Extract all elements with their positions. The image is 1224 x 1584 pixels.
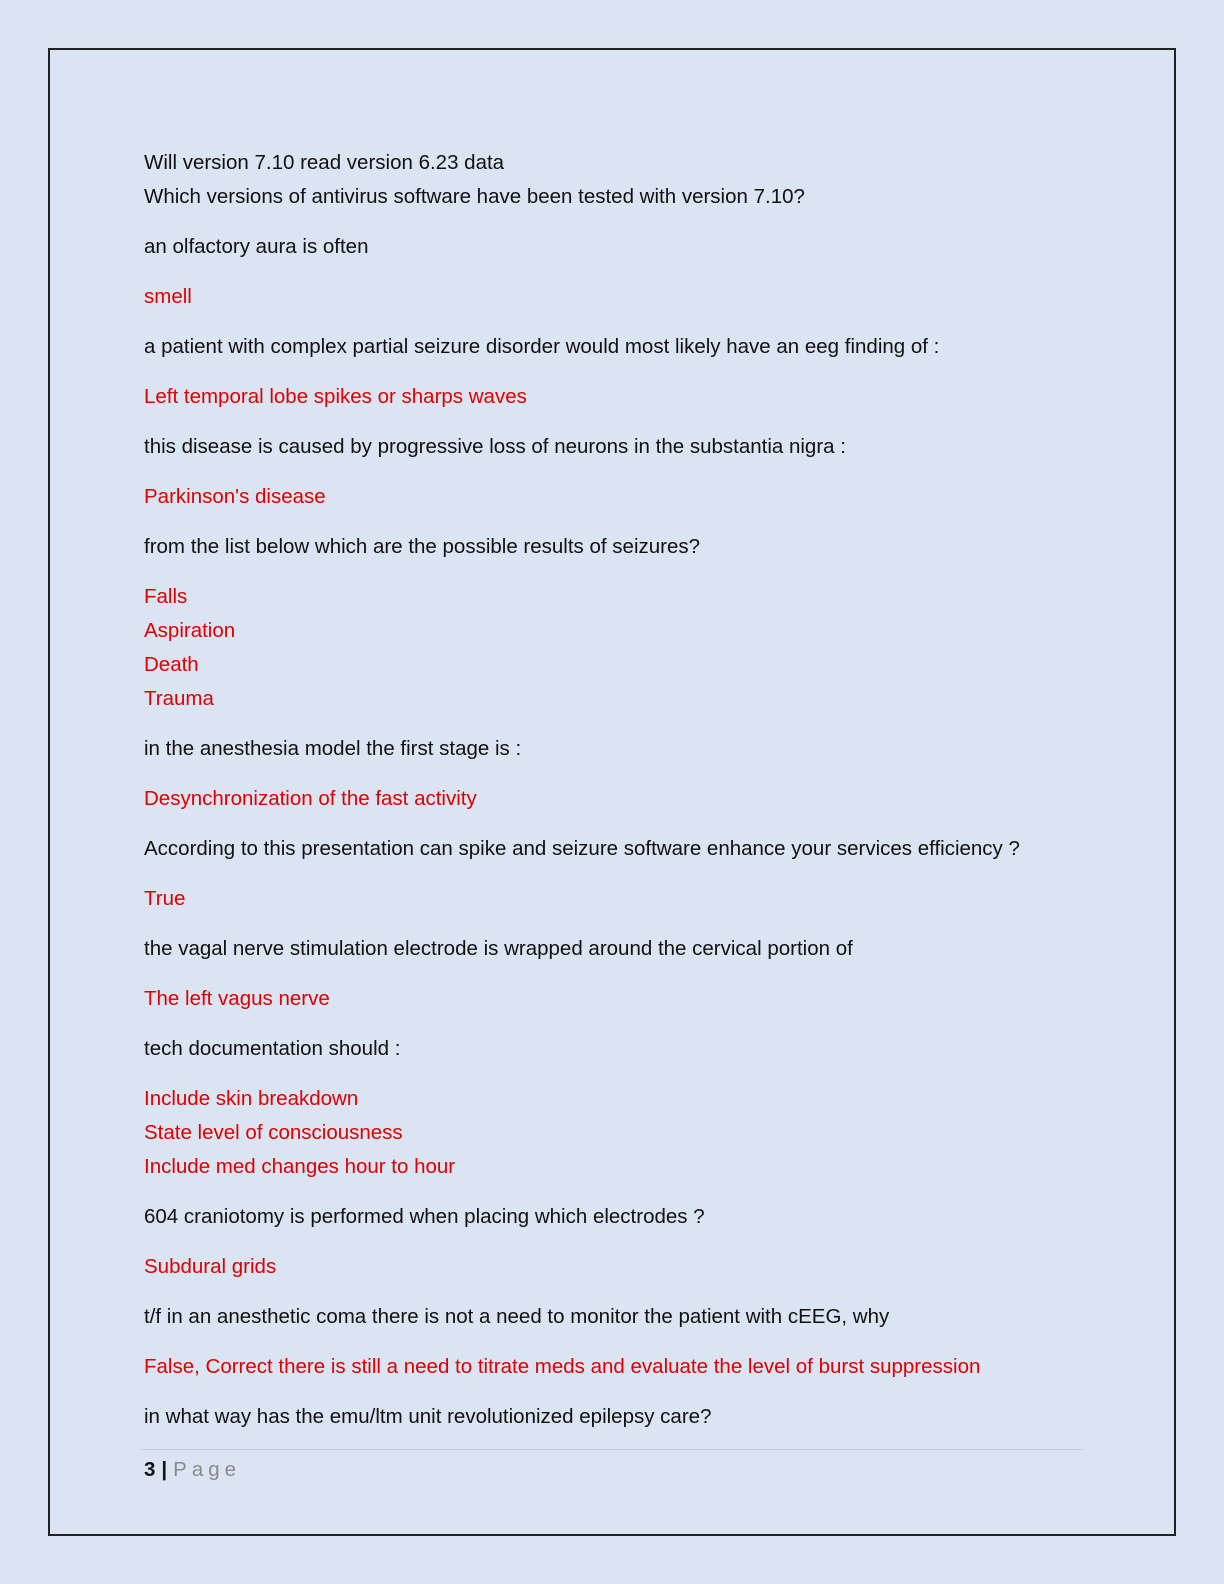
answer-text: True [144,887,186,910]
question-block [144,1200,1084,1234]
answer-text: Left temporal lobe spikes or sharps waves [144,385,527,408]
answer-block [144,480,1084,514]
question-text: in the anesthesia model the first stage is : [144,737,522,760]
page-number: 3 [144,1458,156,1481]
answer-text: Aspiration [144,619,236,642]
answer-block [144,1250,1084,1284]
question-block [144,430,1084,464]
page-label: Page [173,1458,242,1481]
question-text: 604 craniotomy is performed when placing which electrodes ? [144,1205,705,1228]
question-text: According to this presentation can spike and seizure software enhance your services efficiency ? [144,837,1020,860]
question-text: Will version 7.10 read version 6.23 data [144,151,505,174]
page-footer [144,1456,241,1484]
answer-text: Subdural grids [144,1255,277,1278]
answer-block [144,380,1084,414]
answer-text: False, Correct there is still a need to titrate meds and evaluate the level of burst suppression [144,1355,981,1378]
answer-text: smell [144,285,192,308]
question-block [144,1300,1084,1334]
question-text: in what way has the emu/ltm unit revolutionized epilepsy care? [144,1405,712,1428]
footer-separator: | [161,1458,168,1481]
question-block [144,832,1084,866]
question-text: Which versions of antivirus software have been tested with version 7.10? [144,185,805,208]
answer-text: Desynchronization of the fast activity [144,787,477,810]
answer-text: The left vagus nerve [144,987,330,1010]
footer-divider [140,1449,1084,1450]
answer-text: State level of consciousness [144,1121,403,1144]
answer-block [144,982,1084,1016]
question-block [144,146,1084,214]
question-block [144,1400,1084,1434]
question-block [144,230,1084,264]
question-text: the vagal nerve stimulation electrode is wrapped around the cervical portion of [144,937,853,960]
question-text: tech documentation should : [144,1037,401,1060]
document-body [144,146,1084,1450]
question-block [144,1032,1084,1066]
question-text: an olfactory aura is often [144,235,369,258]
answer-block [144,1082,1084,1184]
answer-text: Death [144,653,199,676]
answer-text: Parkinson's disease [144,485,326,508]
question-text: from the list below which are the possible results of seizures? [144,535,701,558]
answer-text: Trauma [144,687,214,710]
answer-block [144,882,1084,916]
question-block [144,330,1084,364]
answer-text: Include skin breakdown [144,1087,359,1110]
question-block [144,530,1084,564]
question-text: a patient with complex partial seizure disorder would most likely have an eeg finding of : [144,335,940,358]
answer-block [144,782,1084,816]
answer-text: Falls [144,585,188,608]
answer-block [144,580,1084,716]
question-block [144,932,1084,966]
question-text: t/f in an anesthetic coma there is not a need to monitor the patient with cEEG, why [144,1305,890,1328]
question-block [144,732,1084,766]
question-text: this disease is caused by progressive loss of neurons in the substantia nigra : [144,435,846,458]
answer-block [144,1350,1084,1384]
answer-text: Include med changes hour to hour [144,1155,456,1178]
answer-block [144,280,1084,314]
